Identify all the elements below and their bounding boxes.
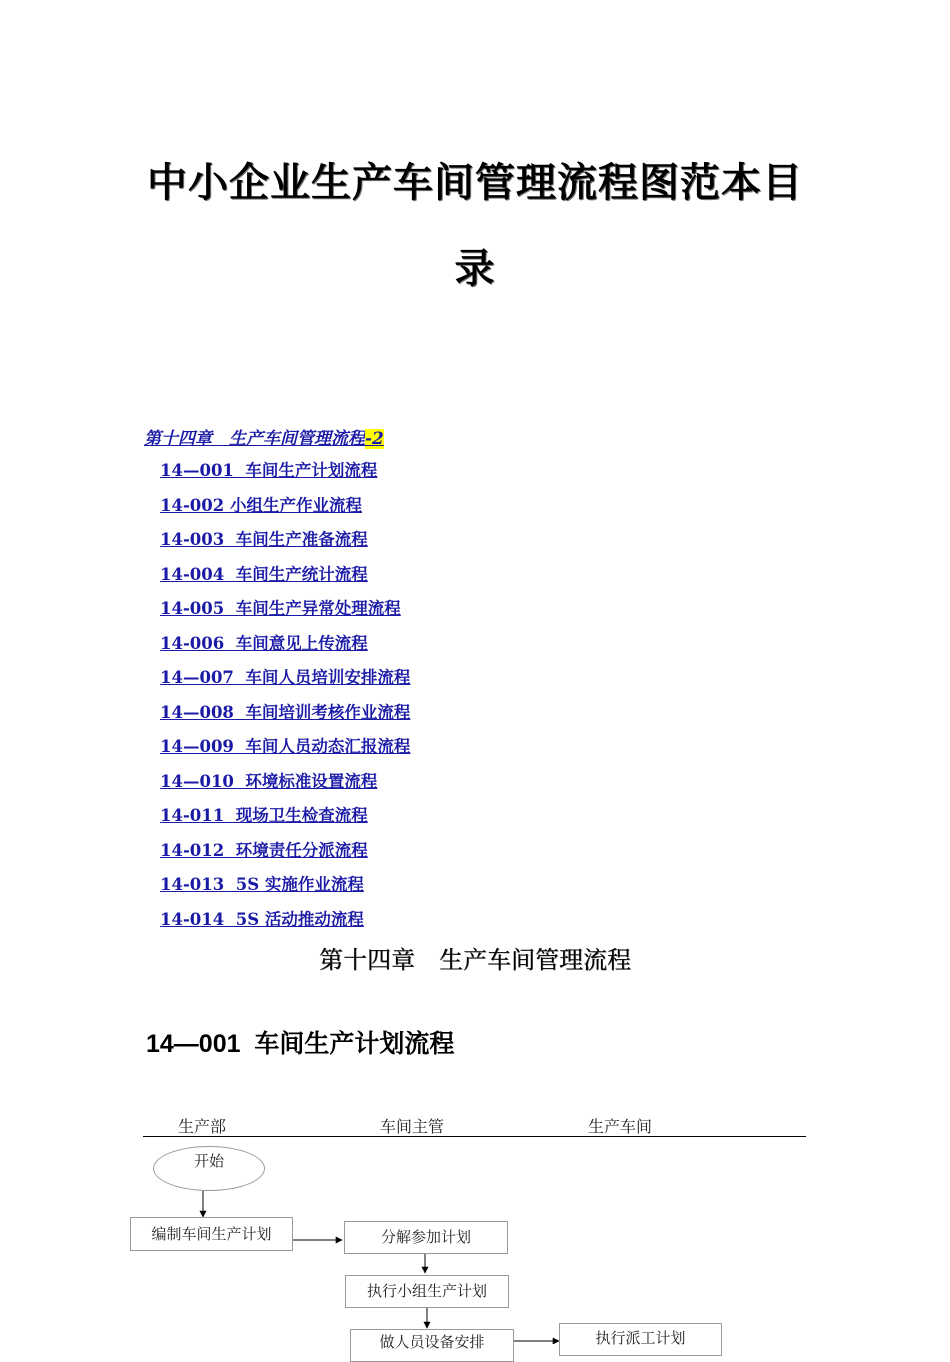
node-execute-dispatch: 执行派工计划 [559,1323,722,1356]
section-heading: 14—001 车间生产计划流程 [146,1030,455,1058]
node-start: 开始 [153,1146,265,1191]
toc-item-14-011[interactable]: 14-011 现场卫生检查流程 [160,806,368,825]
toc-item-14-003[interactable]: 14-003 车间生产准备流程 [160,530,368,549]
toc-item-14-006[interactable]: 14-006 车间意见上传流程 [160,633,368,653]
lane-header-production-dept: 生产部 [178,1117,227,1136]
chapter-heading: 第十四章 生产车间管理流程 [319,946,631,974]
node-staff-equipment: 做人员设备安排 [350,1329,514,1362]
toc-item-14-010[interactable]: 14—010 环境标准设置流程 [160,771,378,791]
node-decompose-plan: 分解参加计划 [344,1221,508,1254]
title-line-2: 录 [454,246,496,292]
node-execute-group-plan: 执行小组生产计划 [345,1275,509,1308]
toc-item-14-008[interactable]: 14—008 车间培训考核作业流程 [160,702,411,722]
toc-item-14-004[interactable]: 14-004 车间生产统计流程 [160,564,368,584]
title-line-1: 中小企业生产车间管理流程图范本目 [147,160,803,206]
toc-item-14-009[interactable]: 14—009 车间人员动态汇报流程 [160,737,411,756]
toc-item-14-014[interactable]: 14-014 5S 活动推动流程 [160,909,364,929]
toc-item-14-012[interactable]: 14-012 环境责任分派流程 [160,840,368,860]
toc-item-14-001[interactable]: 14—001 车间生产计划流程 [160,461,378,480]
toc-item-14-013[interactable]: 14-013 5S 实施作业流程 [160,875,364,894]
toc-item-14-005[interactable]: 14-005 车间生产异常处理流程 [160,599,401,618]
toc-chapter-page: -2 [365,429,384,449]
lane-header-workshop-supervisor: 车间主管 [380,1117,445,1136]
toc-item-14-007[interactable]: 14—007 车间人员培训安排流程 [160,668,411,687]
toc-chapter-title: 第十四章 生产车间管理流程 [144,429,365,449]
lane-header-workshop: 生产车间 [588,1117,653,1136]
node-compile-plan: 编制车间生产计划 [130,1217,293,1251]
toc-item-14-002[interactable]: 14-002 小组生产作业流程 [160,495,362,515]
